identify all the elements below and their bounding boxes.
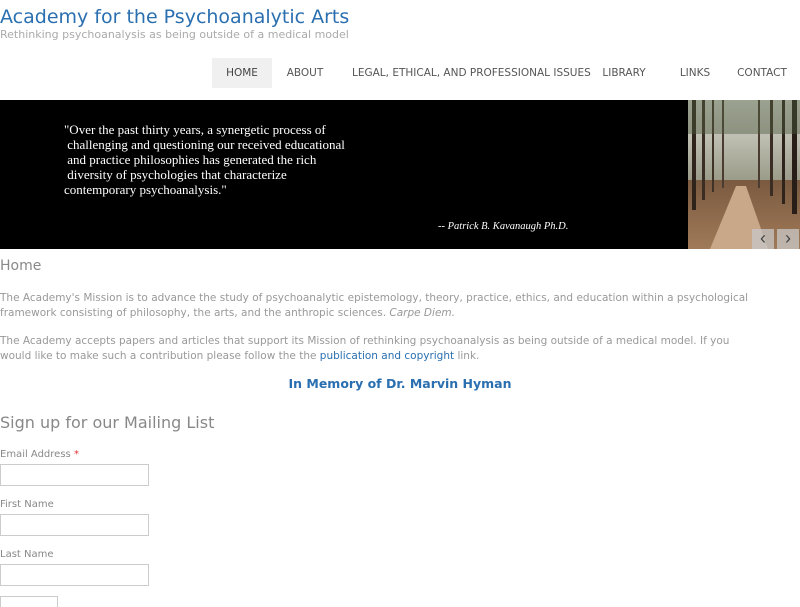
subscribe-button[interactable] <box>0 596 58 607</box>
papers-text: The Academy accepts papers and articles that support its Mission of rethinking psychoanalysis as being outside of a medical model. If you would like to make such a contribution please follow the the <box>0 335 730 362</box>
publication-copyright-link[interactable]: publication and copyright <box>319 350 455 362</box>
nav-item-links[interactable]: LINKS <box>679 67 711 79</box>
mailing-list-heading: Sign up for our Mailing List <box>0 413 215 432</box>
first-name-field[interactable] <box>0 514 149 536</box>
slider-prev-button[interactable] <box>752 229 774 249</box>
page-heading: Home <box>0 258 42 274</box>
main-nav <box>212 58 800 88</box>
memory-link[interactable]: In Memory of Dr. Marvin Hyman <box>288 376 512 391</box>
memory-link-container <box>0 376 800 391</box>
slider-next-button[interactable] <box>777 229 799 249</box>
papers-paragraph <box>0 334 760 364</box>
slider-attribution: -- Patrick B. Kavanaugh Ph.D. <box>438 221 569 232</box>
email-field[interactable] <box>0 464 149 486</box>
site-tagline: Rethinking psychoanalysis as being outside of a medical model <box>0 28 349 41</box>
nav-item-legal[interactable]: LEGAL, ETHICAL, AND PROFESSIONAL ISSUES <box>352 67 591 79</box>
mission-paragraph <box>0 291 760 321</box>
chevron-left-icon: ‹ <box>760 228 766 248</box>
nav-item-library[interactable]: LIBRARY <box>602 67 646 79</box>
chevron-right-icon: › <box>785 228 791 248</box>
first-name-label: First Name <box>0 499 54 510</box>
nav-item-contact[interactable]: CONTACT <box>737 67 787 79</box>
carpe-diem-text: Carpe Diem. <box>389 307 455 319</box>
email-label <box>0 449 79 460</box>
site-title[interactable]: Academy for the Psychoanalytic Arts <box>0 6 350 28</box>
email-label-text: Email Address <box>0 449 71 460</box>
nav-item-home[interactable]: HOME <box>212 58 272 88</box>
hero-slider <box>0 100 800 249</box>
papers-after-text: link. <box>454 350 480 362</box>
last-name-field[interactable] <box>0 564 149 586</box>
slider-quote: "Over the past thirty years, a synergetic process of challenging and questioning our received educational and practice philosophies has generated the rich diversity of psychologies that characterize contemporary psychoanalysis." <box>64 122 345 197</box>
nav-item-about[interactable]: ABOUT <box>286 67 324 79</box>
mission-text: The Academy's Mission is to advance the study of psychoanalytic epistemology, theory, practice, ethics, and education within a psychological framework consisting of philosophy, the arts, and the anthropic sciences. <box>0 292 749 319</box>
last-name-label: Last Name <box>0 549 54 560</box>
required-asterisk: * <box>73 449 79 460</box>
forest-path-photo <box>688 100 800 249</box>
